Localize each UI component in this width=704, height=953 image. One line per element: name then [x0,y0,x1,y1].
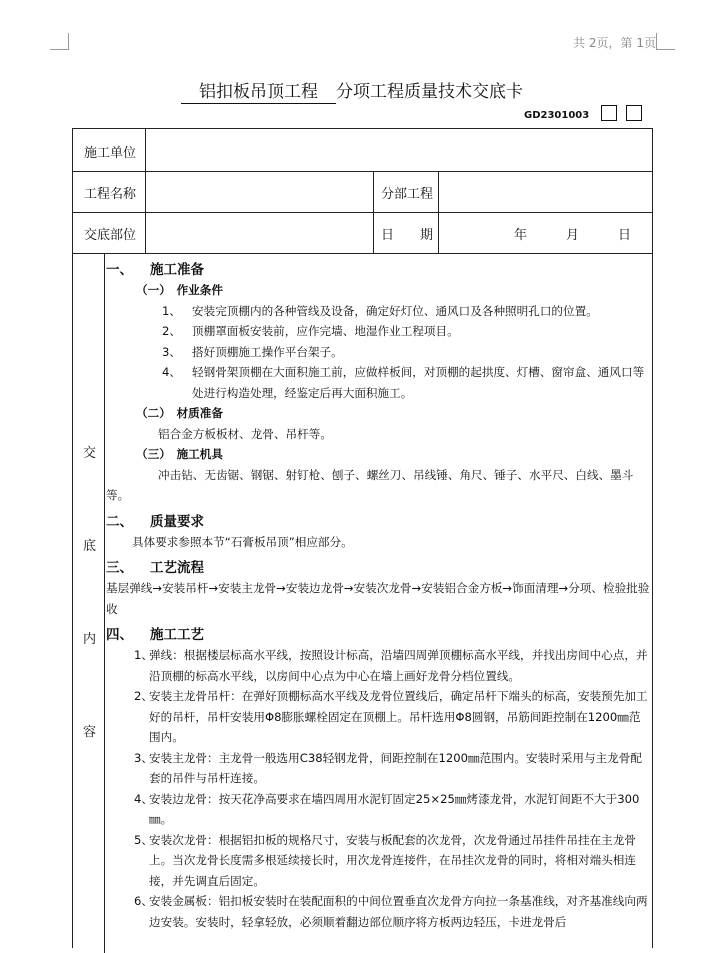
project-field[interactable] [147,173,371,211]
list-item: 3、 搭好顶棚施工操作平台架子。 [162,344,343,359]
list-item: 2、 顶棚罩面板安装前，应作完墙、地湿作业工程项目。 [162,324,459,338]
checkbox[interactable] [601,105,617,121]
list-item: 2、 安装主龙骨吊杆：在弹好顶棚标高水平线及龙骨位置线后，确定吊杆下端头的标高，安装预先加工好的吊杆，吊杆安装用Φ8膨胀螺栓固定在顶棚上。吊杆选用Φ8圆钢，吊筋间距控制在1200㎜范围内。 [134,689,648,744]
position-label: 交底部位 [84,228,137,243]
list-item: 1、 安装完顶棚内的各种管线及设备，确定好灯位、通风口及各种照明孔口的位置。 [162,303,598,318]
checkbox[interactable] [626,105,642,121]
section-heading: 一、 施工准备 [106,262,204,278]
paragraph: 铝合金方板板材、龙骨、吊杆等。 [158,426,332,441]
side-label-char: 容 [83,725,97,740]
paragraph: 基层弹线→安装吊杆→安装主龙骨→安装边龙骨→安装次龙骨→安装铝合金方板→饰面清理→分项、检验批验收 [106,581,650,616]
paragraph: 具体要求参照本节“石膏板吊顶”相应部分。 [132,534,353,549]
section-heading: 二、 质量要求 [106,513,204,530]
content-area [106,256,651,932]
subsection-heading: （三） 施工机具 [136,447,223,461]
project-label: 工程名称 [84,187,137,202]
subsection-heading: （一） 作业条件 [136,283,223,297]
title-suffix: 分项工程质量技术交底卡 [336,82,523,102]
side-label-char: 交 [83,446,97,461]
list-item: 4、 安装边龙骨：按天花净高要求在墙四周用水泥钉固定25×25㎜烤漆龙骨，水泥钉间距不大于300㎜。 [134,791,640,826]
section-heading: 三、 工艺流程 [106,560,204,576]
side-label-char: 底 [83,539,97,554]
date-label: 日 期 [381,228,434,243]
list-item: 5、 安装次龙骨：根据铝扣板的规格尺寸，安装与板配套的次龙骨，次龙骨通过吊挂件吊挂在主龙骨上。当次龙骨长度需多根延续接长时，用次龙骨连接件，在吊挂次龙骨的同时，将相对端头相连接，并先调直后固定。 [134,832,636,888]
subsection-heading: （二） 材质准备 [136,406,223,420]
page-number: 共 2页，第 1页 [573,36,656,50]
subproject-label: 分部工程 [381,187,434,202]
project-name: 铝扣板吊顶工程 [181,77,336,104]
unit-field[interactable] [147,131,650,169]
corner-mark-top-right [656,33,675,50]
paragraph: 冲击钻、无齿锯、钢锯、射钉枪、刨子、螺丝刀、吊线锤、角尺、锤子、水平尺、白线、墨斗等。 [106,467,634,502]
list-item: 4、 轻钢骨架顶棚在大面积施工前，应做样板间，对顶棚的起拱度、灯槽、窗帘盒、通风口等处进行构造处理，经鉴定后再大面积施工。 [162,365,645,400]
unit-label: 施工单位 [84,146,137,161]
page-title [0,77,704,104]
side-label-char: 内 [83,632,97,647]
list-item: 3、 安装主龙骨：主龙骨一般选用C38轻钢龙骨，间距控制在1200㎜范围内。安装时采用与主龙骨配套的吊件与吊杆连接。 [134,750,642,785]
list-item: 1、 弹线：根据楼层标高水平线，按照设计标高，沿墙四周弹顶棚标高水平线，并找出房间中心点，并沿顶棚的标高水平线，以房间中心点为中心在墙上画好龙骨分档位置线。 [134,648,648,683]
corner-mark-top-left [50,33,69,50]
section-heading: 四、 施工工艺 [106,627,204,643]
position-field[interactable] [147,214,371,252]
document-number: GD2301003 [524,110,590,121]
date-value[interactable]: 年 月 日 [514,228,632,243]
subproject-field[interactable] [440,173,650,211]
list-item: 6、 安装金属板：铝扣板安装时在装配面积的中间位置垂直次龙骨方向拉一条基准线，对齐基准线向两边安装。安装时，轻拿轻放，必须顺着翻边部位顺序将方板两边轻压，卡进龙骨后 [134,894,648,929]
